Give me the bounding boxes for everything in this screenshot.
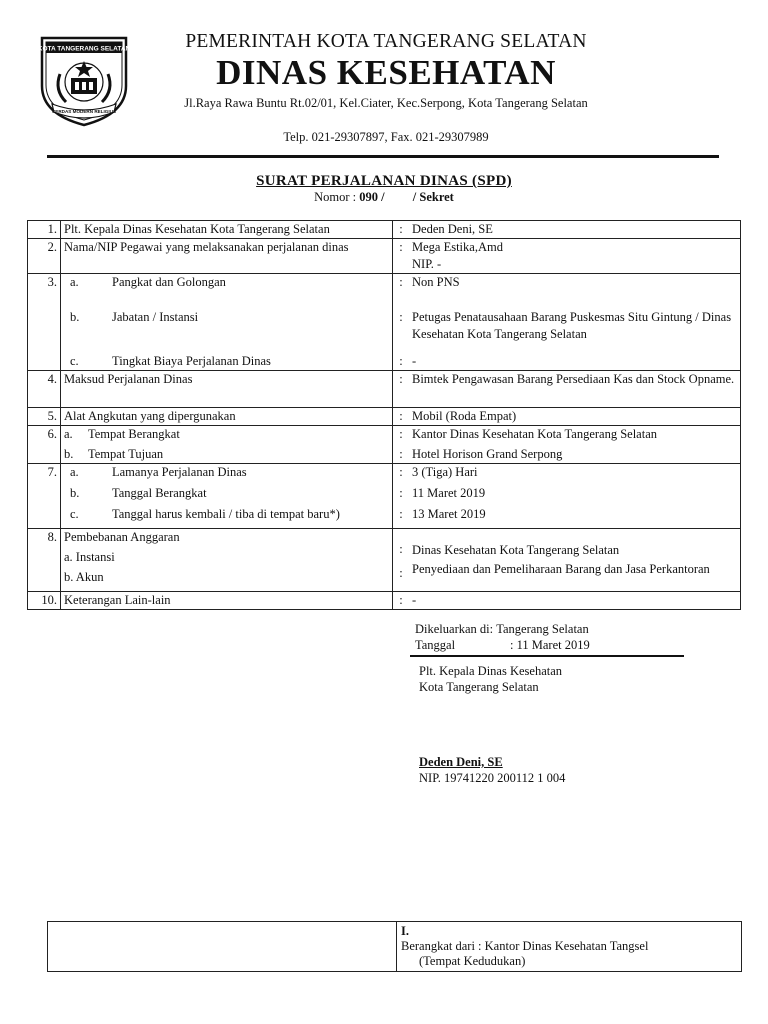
signatory-title: Plt. Kepala Dinas Kesehatan Kota Tangerang Selatan — [419, 664, 563, 694]
table-row: 1. Plt. Kepala Dinas Kesehatan Kota Tangerang Selatan : Deden Deni, SE — [28, 221, 741, 239]
office-address: Jl.Raya Rawa Buntu Rt.02/01, Kel.Ciater, Kec.Serpong, Kota Tangerang Selatan — [184, 96, 588, 110]
city-logo — [38, 34, 130, 128]
issued-block: Dikeluarkan di: Tangerang Selatan Tanggal : 11 Maret 2019 — [415, 622, 590, 652]
table-row: 8. Pembebanan Anggaran a. Instansi b. Akun : : Dinas Kesehatan Kota Tangerang Selatan Penyediaan dan Pemeliharaan Barang dan Jasa Perkantoran — [28, 529, 741, 592]
signatory-name: Deden Deni, SE — [419, 755, 503, 769]
table-row: 5. Alat Angkutan yang dipergunakan : Mobil (Roda Empat) — [28, 408, 741, 426]
document-title: SURAT PERJALANAN DINAS (SPD) — [256, 173, 512, 189]
spd-table — [27, 220, 741, 610]
government-name: PEMERINTAH KOTA TANGERANG SELATAN — [185, 31, 587, 52]
office-phone: Telp. 021-29307897, Fax. 021-29307989 — [283, 130, 489, 144]
letterhead-divider — [47, 155, 719, 158]
department-name: DINAS KESEHATAN — [216, 53, 556, 92]
departure-table: I. Berangkat dari : Kantor Dinas Kesehatan Tangsel (Tempat Kedudukan) — [47, 921, 742, 972]
table-row: 7. a. Lamanya Perjalanan Dinas b. Tanggal Berangkat c. Tanggal harus kembali / tiba di tempat baru*) : : : 3 (Tiga) Hari 11 Maret 2019 13 Maret 2019 — [28, 464, 741, 529]
svg-text:KOTA TANGERANG SELATAN: KOTA TANGERANG SELATAN — [38, 45, 130, 53]
issued-divider — [410, 655, 684, 657]
svg-text:CERDAS MODERN RELIGIUS: CERDAS MODERN RELIGIUS — [51, 109, 117, 114]
table-row: 10. Keterangan Lain-lain : - — [28, 592, 741, 610]
signatory-nip: NIP. 19741220 200112 1 004 — [419, 771, 566, 785]
document-number: Nomor : 090 / / Sekret — [314, 190, 454, 204]
table-row: 2. Nama/NIP Pegawai yang melaksanakan perjalanan dinas : Mega Estika,Amd NIP. - — [28, 239, 741, 274]
table-row: 3. a. Pangkat dan Golongan b. Jabatan / Instansi c. Tingkat Biaya Perjalanan Dinas : : : Non PNS Petugas Penatausahaan Barang Puskesmas Situ Gintung / Dinas Kesehatan Kota Tangerang Selatan - — [28, 274, 741, 371]
table-row: 6. a. Tempat Berangkat b. Tempat Tujuan : : Kantor Dinas Kesehatan Kota Tangerang Selatan Hotel Horison Grand Serpong — [28, 426, 741, 464]
table-row: 4. Maksud Perjalanan Dinas : Bimtek Pengawasan Barang Persediaan Kas dan Stock Opname. — [28, 371, 741, 408]
